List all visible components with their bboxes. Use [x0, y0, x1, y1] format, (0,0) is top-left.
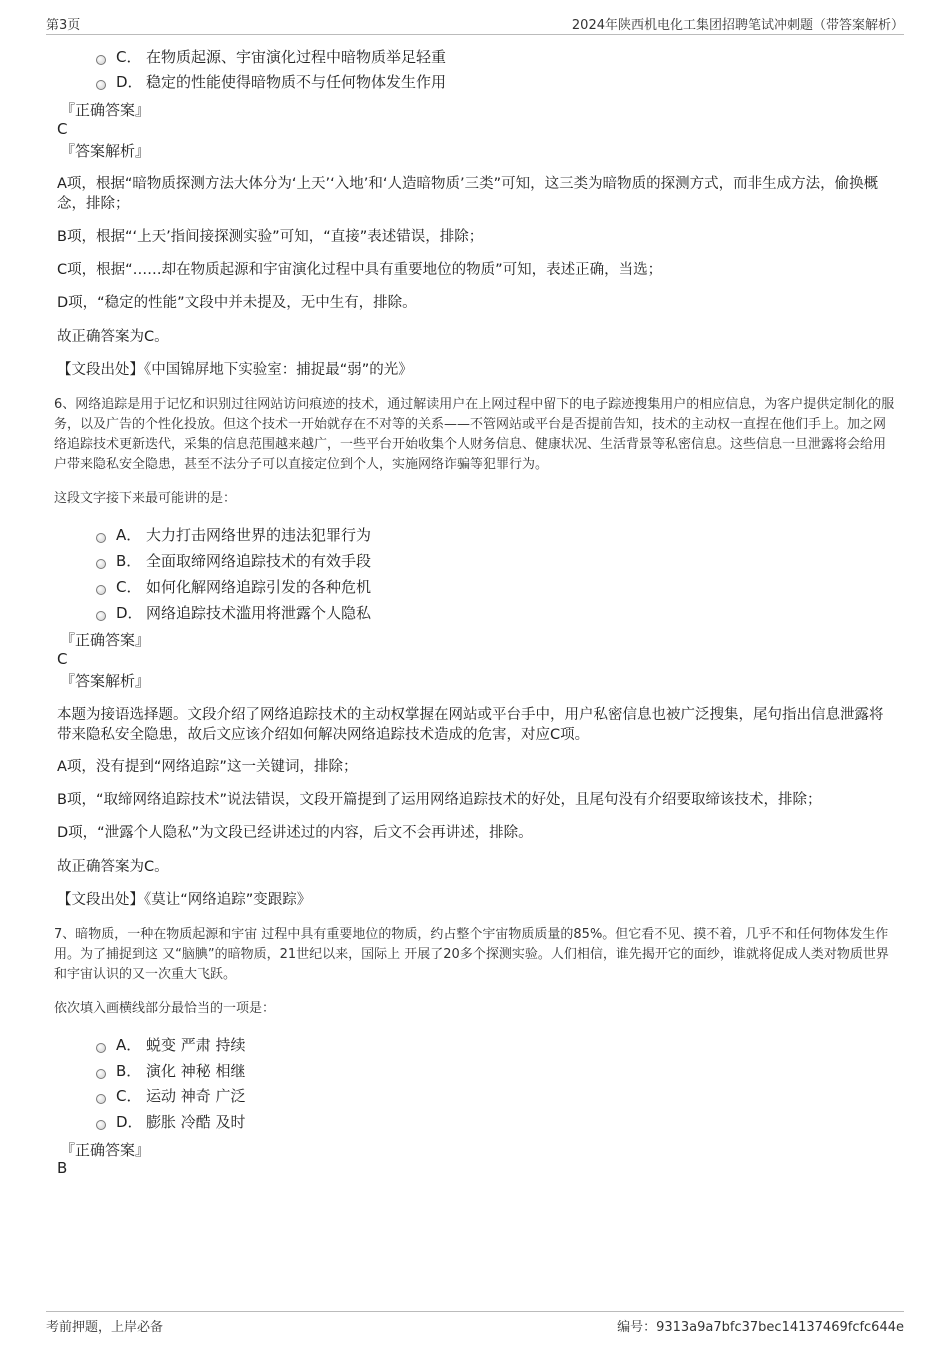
radio-button[interactable]: [96, 1120, 106, 1130]
q6-option-b[interactable]: B． 全面取缔网络追踪技术的有效手段: [96, 551, 371, 571]
q5-source: 【文段出处】《中国锦屏地下实验室：捕捉最“弱”的光》: [57, 362, 413, 378]
q6-option-a[interactable]: A． 大力打击网络世界的违法犯罪行为: [96, 525, 371, 545]
q5-option-d[interactable]: D． 稳定的性能使得暗物质不与任何物体发生作用: [96, 72, 446, 92]
radio-button[interactable]: [96, 611, 106, 621]
page-header: [46, 14, 904, 35]
page-footer: [46, 1311, 904, 1334]
q7-answer: B: [57, 1159, 68, 1177]
q5-analysis-b: B项，根据“‘上天’指间接探测实验”可知，“直接”表述错误，排除；: [57, 229, 484, 245]
q6-analysis-label: 『答案解析』: [60, 672, 151, 690]
radio-button[interactable]: [96, 80, 106, 90]
q6-analysis-d: D项，“泄露个人隐私”为文段已经讲述过的内容，后文不会再讲述，排除。: [57, 825, 533, 841]
q7-question: 7、暗物质，一种在物质起源和宇宙 过程中具有重要地位的物质，约占整个宇宙物质质量的85%。但它看不见、摸不着，几乎不和任何物体发生作用。为了捕捉到这 又“脑腆”的暗物质，21世纪以来，国际上 开展了20多个探测实验。人们相信，谁先揭开它的面纱，谁就将促成人类对物质世界和宇宙认识的又一次重大飞跃。: [54, 927, 889, 982]
q6-analysis-intro: 本题为接语选择题。文段介绍了网络追踪技术的主动权掌握在网站或平台手中，用户私密信息也被广泛搜集，尾句指出信息泄露将带来隐私安全隐患，故后文应该介绍如何解决网络追踪技术造成的危害，对应C项。: [57, 707, 884, 743]
q7-option-c[interactable]: C． 运动 神奇 广泛: [96, 1086, 246, 1106]
document-id: 编号：9313a9a7bfc37bec14137469fcfc644e: [617, 1320, 904, 1335]
q5-option-c[interactable]: C． 在物质起源、宇宙演化过程中暗物质举足轻重: [96, 47, 446, 67]
radio-button[interactable]: [96, 1043, 106, 1053]
radio-button[interactable]: [96, 55, 106, 65]
q6-conclusion: 故正确答案为C。: [57, 859, 169, 875]
q7-option-b[interactable]: B． 演化 神秘 相继: [96, 1061, 246, 1081]
q6-analysis-a: A项，没有提到“网络追踪”这一关键词，排除；: [57, 759, 358, 775]
q5-answer: C: [57, 120, 68, 138]
q5-answer-label: 『正确答案』: [60, 101, 151, 119]
q6-prompt: 这段文字接下来最可能讲的是：: [54, 491, 237, 506]
q5-analysis-d: D项，“稳定的性能”文段中并未提及，无中生有，排除。: [57, 295, 417, 311]
radio-button[interactable]: [96, 585, 106, 595]
q5-analysis-c: C项，根据“……却在物质起源和宇宙演化过程中具有重要地位的物质”可知，表述正确，当选；: [57, 262, 663, 278]
q5-analysis-a: A项，根据“暗物质探测方法大体分为‘上天’‘入地’和‘人造暗物质’三类”可知，这三类为暗物质的探测方式，而非生成方法，偷换概念，排除；: [57, 176, 879, 212]
radio-button[interactable]: [96, 533, 106, 543]
q6-answer-label: 『正确答案』: [60, 631, 151, 649]
q7-prompt: 依次填入画横线部分最恰当的一项是：: [54, 1001, 276, 1016]
q6-option-c[interactable]: C． 如何化解网络追踪引发的各种危机: [96, 577, 371, 597]
page-number: 第3页: [46, 18, 81, 33]
q5-analysis-label: 『答案解析』: [60, 142, 151, 160]
q5-conclusion: 故正确答案为C。: [57, 329, 169, 345]
q7-answer-label: 『正确答案』: [60, 1141, 151, 1159]
document-title: 2024年陕西机电化工集团招聘笔试冲刺题（带答案解析）: [571, 18, 904, 33]
q6-question: 6、网络追踪是用于记忆和识别过往网站访问痕迹的技术，通过解读用户在上网过程中留下的电子踪迹搜集用户的相应信息，为客户提供定制化的服务，以及广告的个性化投放。但这个技术一开始就存在不对等的关系——不管网站或平台是否提前告知，技术的主动权一直捏在他们手上。加之网络追踪技术更新迭代，采集的信息范围越来越广，一些平台开始收集个人财务信息、健康状况、生活背景等私密信息。这些信息一旦泄露将会给用户带来隐私安全隐患，甚至不法分子可以直接定位到个人，实施网络诈骗等犯罪行为。: [54, 397, 895, 472]
radio-button[interactable]: [96, 1069, 106, 1079]
q6-answer: C: [57, 650, 68, 668]
q6-option-d[interactable]: D． 网络追踪技术滥用将泄露个人隐私: [96, 603, 371, 623]
footer-slogan: 考前押题，上岸必备: [46, 1320, 164, 1335]
q7-option-d[interactable]: D． 膨胀 冷酷 及时: [96, 1112, 246, 1132]
radio-button[interactable]: [96, 559, 106, 569]
q6-analysis-b: B项，“取缔网络追踪技术”说法错误，文段开篇提到了运用网络追踪技术的好处，且尾句没有介绍要取缔该技术，排除；: [57, 792, 822, 808]
radio-button[interactable]: [96, 1094, 106, 1104]
q6-source: 【文段出处】《莫让“网络追踪”变跟踪》: [57, 892, 312, 908]
q7-option-a[interactable]: A． 蜕变 严肃 持续: [96, 1035, 246, 1055]
